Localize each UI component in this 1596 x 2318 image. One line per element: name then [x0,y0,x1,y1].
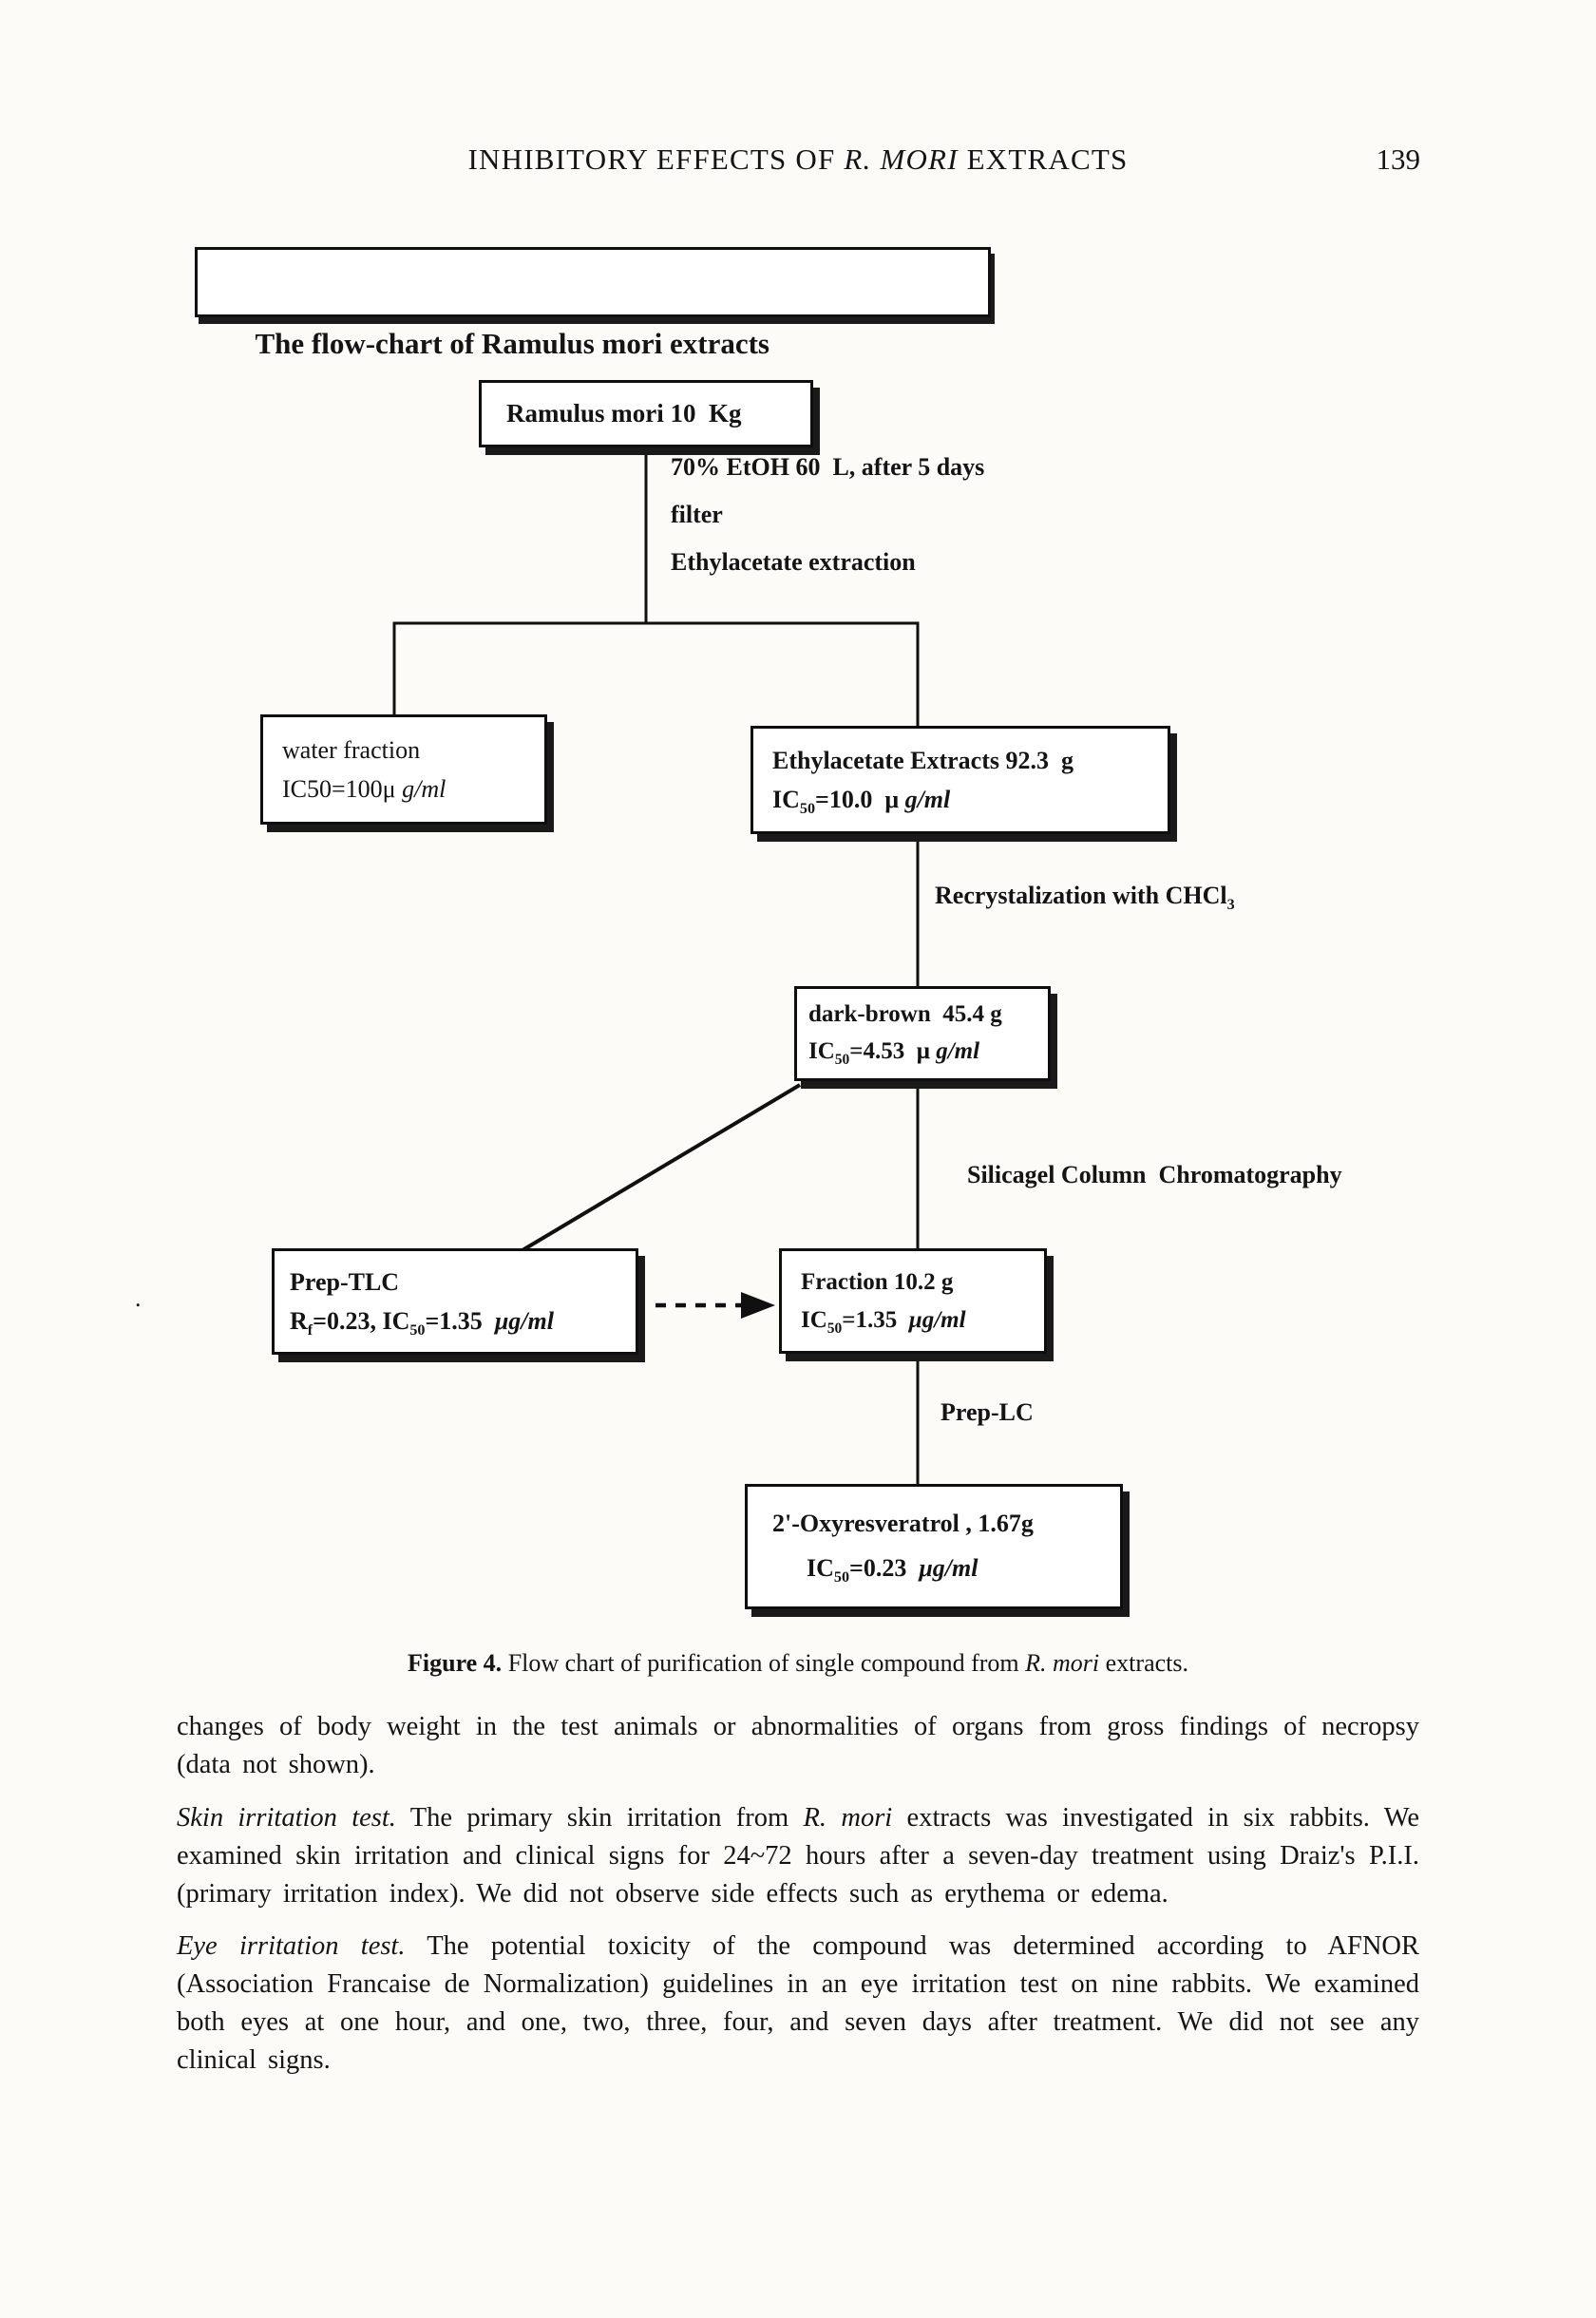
oxyresveratrol-ic50 [807,1547,1111,1591]
ic50-unit: μg/ml [494,1307,554,1336]
paragraph-2-text-b: extracts was investigated in six rabbits. We examined skin irritation and clinical signs for 24~72 hours after a seven-day treatment using Draiz's P.I.I. (primary irritation index). We did not observe side effects such as erythema or edema. [177,1802,1419,1909]
figure-title-box [195,247,991,360]
ic50-text: IC50=100μ [282,775,403,804]
ic50-text: IC [772,786,800,814]
node-source [479,380,813,447]
node-prep-tlc [272,1248,638,1355]
ic50-unit: g/ml [904,786,951,814]
connector-diagonal-to-preptlc [522,1085,800,1250]
dark-brown-ic50 [808,1034,1040,1071]
annotation-filter: filter [671,501,723,528]
ic50-subscript: 50 [799,801,816,818]
ic50-subscript: 50 [826,1320,843,1337]
node-source-label: Ramulus mori 10 Kg [506,399,742,428]
annotation-recrystalization [935,882,1235,914]
chcl3-subscript: 3 [1226,897,1235,914]
ic50-value: =0.23 [849,1553,920,1582]
body-paragraph-2 [177,1799,1419,1913]
scan-artifact-dot: . [135,1284,142,1312]
rf-subscript: f [307,1322,314,1340]
rf-value: =0.23, IC [313,1307,410,1336]
annotation-prep-lc: Prep-LC [940,1398,1034,1426]
ic50-text: IC [808,1037,835,1064]
running-head-text-italic: R. MORI [844,142,959,176]
figure-caption-text: Flow chart of purification of single compound from [502,1649,1026,1677]
ic50-value: =4.53 μ [849,1037,937,1064]
figure-caption [180,1649,1416,1678]
figure-caption-species: R. mori [1025,1649,1100,1677]
ethylacetate-ic50 [772,780,1156,819]
prep-tlc-label: Prep-TLC [290,1268,400,1296]
node-dark-brown [794,986,1051,1081]
body-paragraph-1: changes of body weight in the test animals or abnormalities of organs from gross findings of necropsy (data not shown). [177,1712,1419,1779]
node-water-fraction [260,714,547,825]
fraction-ic50 [801,1302,1036,1340]
dashed-arrow-head [741,1292,775,1319]
paragraph-3-text: The potential toxicity of the compound was determined according to AFNOR (Association Francaise de Normalization) guidelines in an eye irritation test on nine rabbits. We examined both eyes at one hour, and one, two, three, four, and seven days after treatment. We did not see any clinical signs. [177,1931,1419,2076]
ic50-unit: g/ml [402,775,446,804]
ic50-unit: μg/ml [908,1306,966,1333]
paragraph-2-lead: Skin irritation test. [177,1802,396,1833]
dark-brown-label: dark-brown 45.4 g [808,1001,1002,1027]
annotation-etoh-extraction: 70% EtOH 60 L, after 5 days [671,453,985,481]
body-paragraph-3 [177,1928,1419,2080]
prep-tlc-values [290,1302,628,1340]
fraction-label: Fraction 10.2 g [801,1269,954,1295]
node-oxyresveratrol [745,1484,1123,1609]
ic50-subscript: 50 [833,1568,850,1586]
ic50-subscript: 50 [834,1051,850,1068]
figure-title: The flow-chart of Ramulus mori extracts [255,327,770,360]
node-ethylacetate-extracts [750,726,1170,834]
ic50-value: =1.35 [842,1306,909,1333]
body-text [177,1708,1419,2080]
ic50-unit: g/ml [936,1037,980,1064]
running-head-text-pre: INHIBITORY EFFECTS OF [467,142,845,176]
recrystalization-text: Recrystalization with CHCl [935,882,1227,909]
water-fraction-label: water fraction [282,736,421,764]
paragraph-2-text-a: The primary skin irritation from [395,1802,804,1833]
ic50-text: IC [801,1306,827,1333]
ethylacetate-label: Ethylacetate Extracts 92.3 g [772,747,1074,774]
ic50-value: =10.0 μ [815,786,905,814]
ic50-unit: μg/ml [919,1553,978,1582]
paragraph-3-lead: Eye irritation test. [177,1931,406,1962]
node-fraction [779,1248,1047,1354]
figure-caption-end: extracts. [1099,1649,1188,1677]
rf-text: R [290,1307,308,1336]
figure-caption-label: Figure 4. [408,1649,503,1677]
annotation-silicagel-chromatography: Silicagel Column Chromatography [967,1161,1342,1188]
page-number: 139 [1376,142,1420,176]
paragraph-2-species: R. mori [803,1802,893,1833]
annotation-ethylacetate-extraction: Ethylacetate extraction [671,548,916,576]
oxyresveratrol-label: 2'-Oxyresveratrol , 1.67g [772,1510,1034,1537]
ic50-subscript: 50 [409,1322,426,1340]
ic50-text: IC [807,1553,834,1582]
running-head-text-post: EXTRACTS [958,142,1129,176]
ic50-value: =1.35 [425,1307,495,1336]
running-head [180,142,1416,177]
water-fraction-ic50 [282,770,525,808]
